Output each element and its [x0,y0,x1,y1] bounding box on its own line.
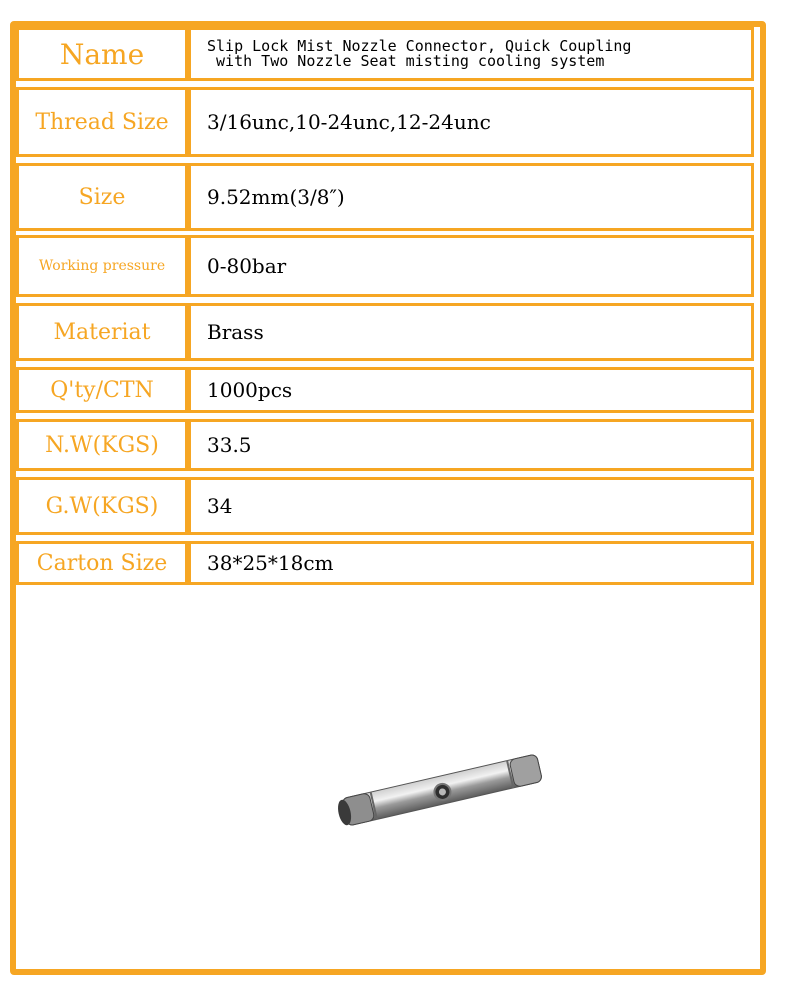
spec-row-net-weight [10,419,754,471]
spec-label-material: Materiat [16,303,188,361]
spec-row-qty-ctn [10,367,754,413]
spec-value-name-line1: Slip Lock Mist Nozzle Connector, Quick Coupling [207,37,632,55]
spec-label-name: Name [16,27,188,81]
spec-row-gross-weight [10,477,754,535]
spec-value-gross-weight: 34 [188,477,754,535]
spec-value-qty-ctn: 1000pcs [188,367,754,413]
spec-label-thread-size: Thread Size [16,87,188,157]
spec-label-carton-size: Carton Size [16,541,188,585]
product-image-area [22,590,754,952]
spec-value-name [188,27,754,81]
spec-value-working-pressure: 0-80bar [188,235,754,297]
spec-row-name [10,27,754,81]
spec-value-carton-size: 38*25*18cm [188,541,754,585]
spec-value-name-line2: with Two Nozzle Seat misting cooling system [207,52,605,70]
spec-label-size: Size [16,163,188,231]
spec-row-carton-size [10,541,754,585]
spec-row-material [10,303,754,361]
spec-label-qty-ctn: Q'ty/CTN [16,367,188,413]
spec-row-working-pressure [10,235,754,297]
spec-value-material: Brass [188,303,754,361]
spec-value-thread-size: 3/16unc,10-24unc,12-24unc [188,87,754,157]
spec-label-working-pressure: Working pressure [16,235,188,297]
spec-row-size [10,163,754,231]
spec-label-gross-weight: G.W(KGS) [16,477,188,535]
spec-value-size: 9.52mm(3/8″) [188,163,754,231]
nozzle-connector-image [22,590,754,952]
spec-value-net-weight: 33.5 [188,419,754,471]
spec-row-thread-size [10,87,754,157]
spec-label-net-weight: N.W(KGS) [16,419,188,471]
